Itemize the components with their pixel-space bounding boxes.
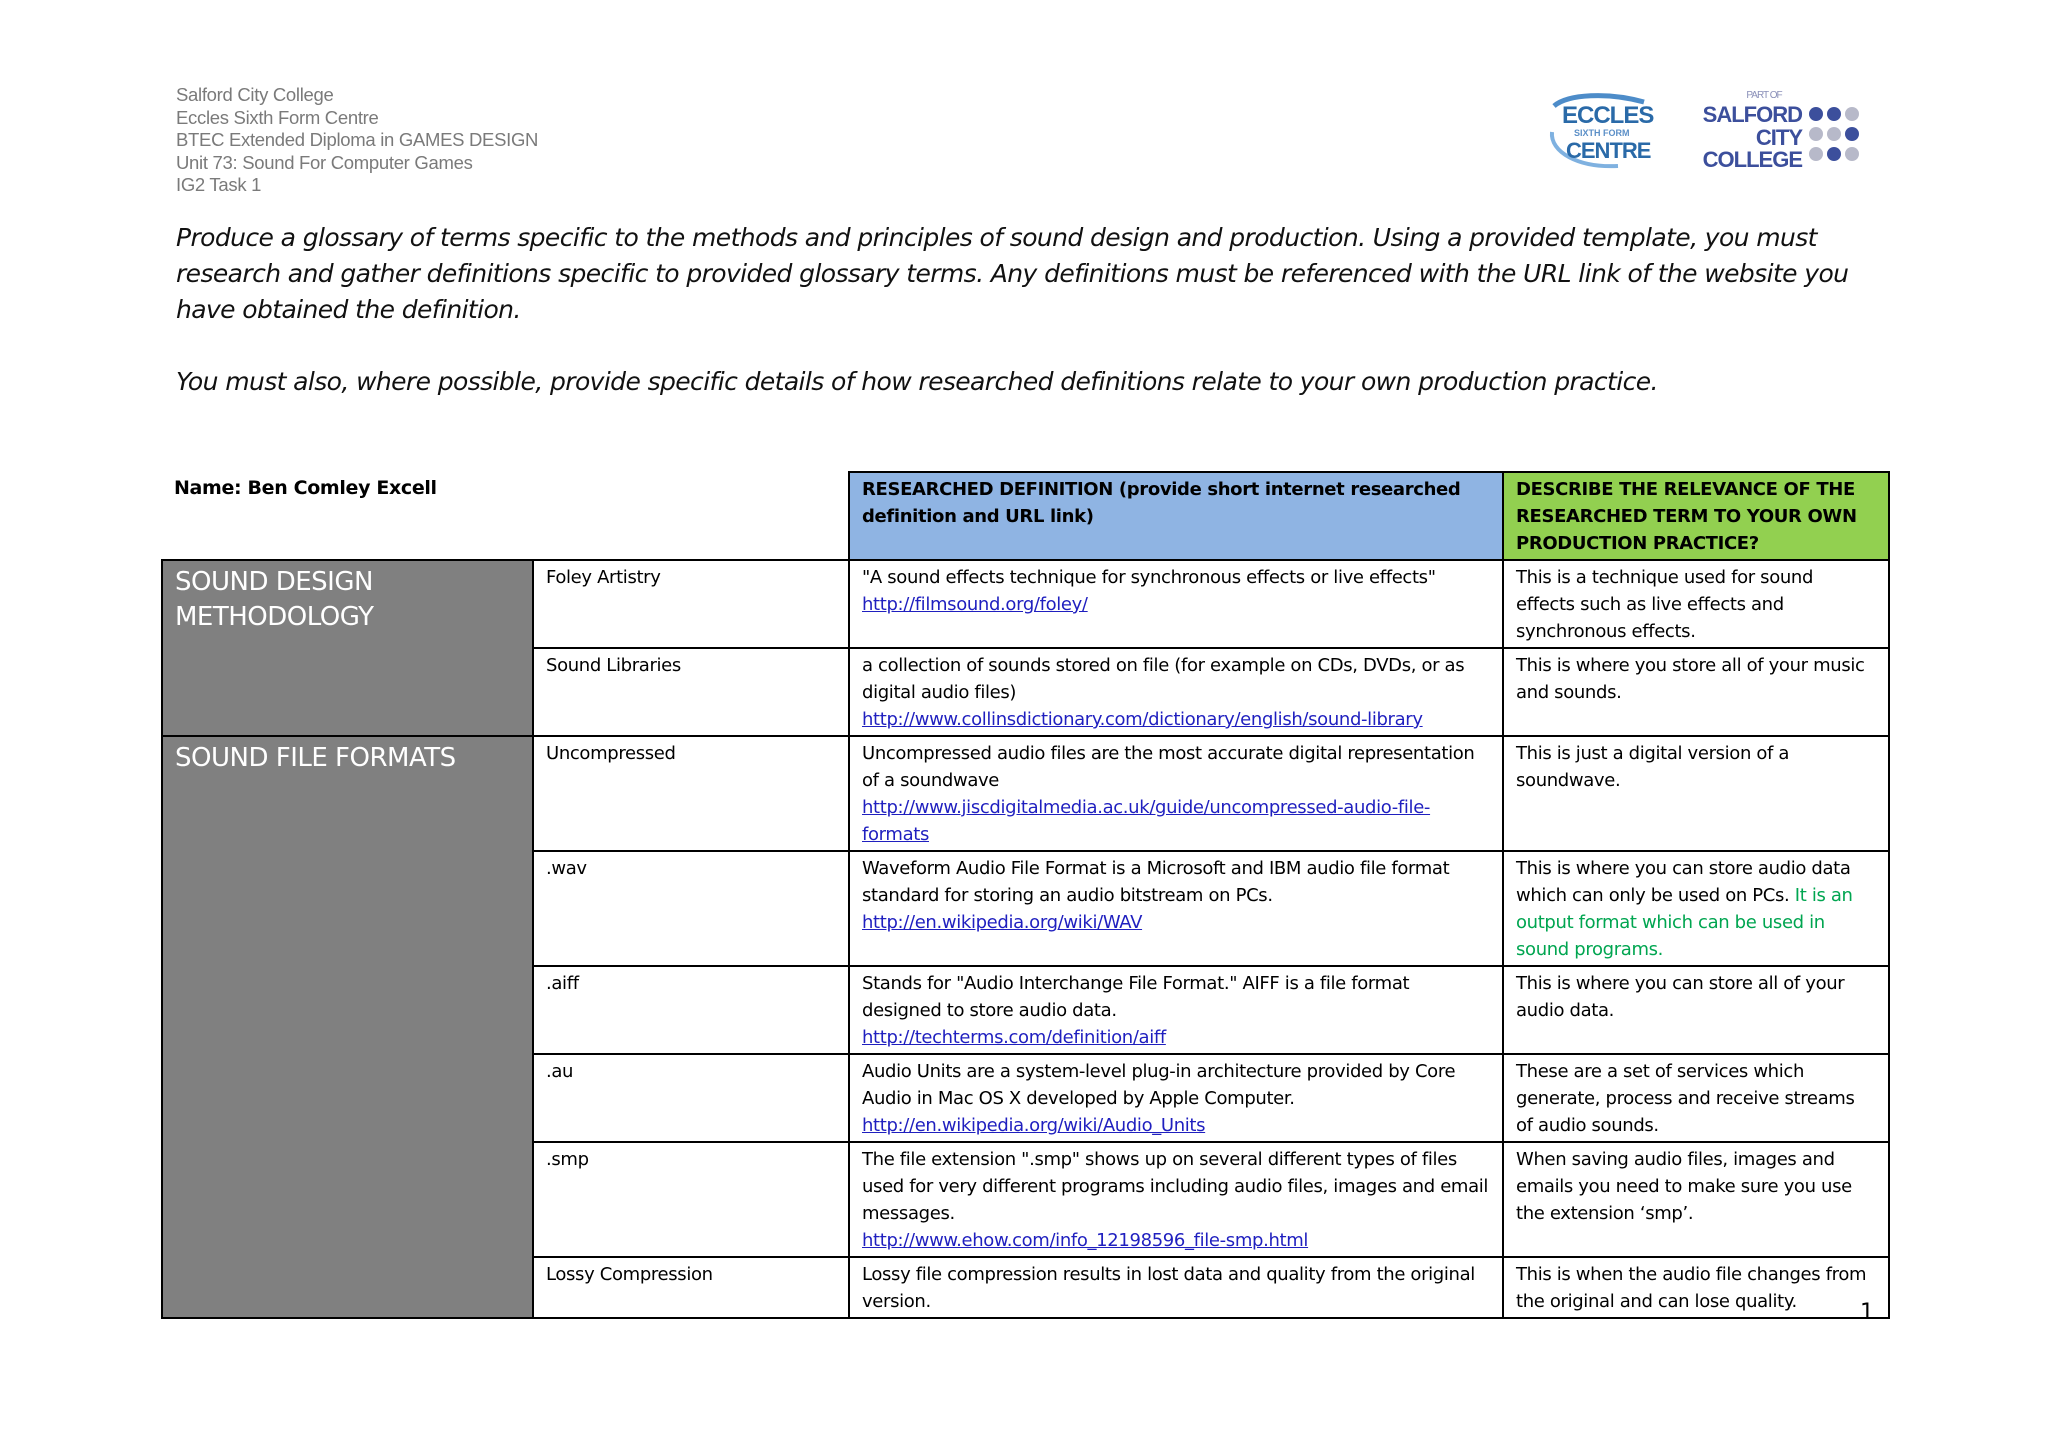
- salford-city-college-logo: PART OF SALFORD CITY COLLEGE: [1702, 88, 1868, 176]
- definition-text: The file extension ".smp" shows up on several different types of files used for very different programs including audio files, images and email messages.: [862, 1149, 1489, 1224]
- definition-cell: [849, 560, 1503, 648]
- relevance-addition-text: It is an output format which can be used in sound programs.: [1516, 885, 1853, 960]
- relevance-cell: [1503, 560, 1889, 648]
- header-line-task: IG2 Task 1: [176, 174, 262, 195]
- header-line-unit: Unit 73: Sound For Computer Games: [176, 151, 473, 173]
- relevance-text: This is a technique used for sound effects such as live effects and synchronous effects.: [1516, 567, 1814, 642]
- glossary-term: .aiff: [533, 966, 849, 1054]
- definition-text: a collection of sounds stored on file (for example on CDs, DVDs, or as digital audio files): [862, 655, 1465, 703]
- definition-url-link[interactable]: http://www.ehow.com/info_12198596_file-smp.html: [862, 1230, 1309, 1251]
- definition-url-link[interactable]: http://techterms.com/definition/aiff: [862, 1027, 1166, 1048]
- glossary-term: .au: [533, 1054, 849, 1142]
- relevance-text: This is when the audio file changes from the original and can lose quality.: [1516, 1264, 1867, 1312]
- relevance-column-header: DESCRIBE THE RELEVANCE OF THE RESEARCHED TERM TO YOUR OWN PRODUCTION PRACTICE?: [1503, 472, 1889, 560]
- relevance-text: This is just a digital version of a soundwave.: [1516, 743, 1790, 791]
- definition-cell: [849, 1054, 1503, 1142]
- definition-url-link[interactable]: http://en.wikipedia.org/wiki/Audio_Units: [862, 1115, 1206, 1136]
- relevance-text: When saving audio files, images and emails you need to make sure you use the extension ‘smp’.: [1516, 1149, 1852, 1224]
- definition-cell: [849, 648, 1503, 736]
- glossary-term: Sound Libraries: [533, 648, 849, 736]
- relevance-cell: [1503, 966, 1889, 1054]
- definition-cell: [849, 1257, 1503, 1318]
- header-line-course: BTEC Extended Diploma in GAMES DESIGN: [176, 129, 539, 150]
- table-row: [162, 560, 1889, 648]
- definition-text: Stands for "Audio Interchange File Format." AIFF is a file format designed to store audio data.: [862, 973, 1410, 1021]
- definition-url-link[interactable]: http://www.jiscdigitalmedia.ac.uk/guide/uncompressed-audio-file-formats: [862, 797, 1431, 845]
- definition-cell: [849, 966, 1503, 1054]
- definition-url-link[interactable]: http://www.collinsdictionary.com/dictionary/english/sound-library: [862, 709, 1423, 730]
- logos: [1548, 88, 1868, 176]
- definition-text: Audio Units are a system-level plug-in architecture provided by Core Audio in Mac OS X developed by Apple Computer.: [862, 1061, 1456, 1109]
- glossary-table: [161, 471, 1890, 1319]
- glossary-term: Foley Artistry: [533, 560, 849, 648]
- definition-cell: [849, 851, 1503, 966]
- definition-url-link[interactable]: http://en.wikipedia.org/wiki/WAV: [862, 912, 1143, 933]
- definition-cell: [849, 1142, 1503, 1257]
- glossary-term: Lossy Compression: [533, 1257, 849, 1318]
- header-line-centre: Eccles Sixth Form Centre: [176, 106, 379, 128]
- glossary-term: .wav: [533, 851, 849, 966]
- relevance-text: These are a set of services which generate, process and receive streams of audio sounds.: [1516, 1061, 1855, 1136]
- definition-column-header: RESEARCHED DEFINITION (provide short internet researched definition and URL link): [849, 472, 1503, 560]
- category-sound-design-methodology: SOUND DESIGN METHODOLOGY: [162, 560, 533, 736]
- name-cell: [162, 472, 849, 560]
- relevance-text: This is where you store all of your music and sounds.: [1516, 655, 1865, 703]
- table-header-row: [162, 472, 1889, 560]
- glossary-term: Uncompressed: [533, 736, 849, 851]
- relevance-cell: [1503, 736, 1889, 851]
- relevance-text: This is where you can store audio data which can only be used on PCs.: [1516, 858, 1851, 906]
- student-name: Name: Ben Comley Excell: [174, 477, 437, 499]
- page-number: 1: [1860, 1300, 1874, 1325]
- definition-cell: [849, 736, 1503, 851]
- definition-text: Lossy file compression results in lost data and quality from the original version.: [862, 1264, 1475, 1312]
- instructions-paragraph-1: Produce a glossary of terms specific to the methods and principles of sound design and production. Using a provided template, you must research and gather definitions specific to provided glossary terms. Any definitions must be referenced with the URL link of the website you have obtained the definition.: [176, 223, 1849, 324]
- document-header: [176, 84, 538, 197]
- definition-url-link[interactable]: http://filmsound.org/foley/: [862, 594, 1088, 615]
- relevance-cell: [1503, 851, 1889, 966]
- instructions-paragraph-2: You must also, where possible, provide specific details of how researched definitions relate to your own production practice.: [176, 367, 1658, 396]
- definition-text: Uncompressed audio files are the most accurate digital representation of a soundwave: [862, 743, 1475, 791]
- definition-text: "A sound effects technique for synchronous effects or live effects": [862, 567, 1436, 588]
- category-sound-file-formats: SOUND FILE FORMATS: [162, 736, 533, 1318]
- definition-text: Waveform Audio File Format is a Microsoft and IBM audio file format standard for storing an audio bitstream on PCs.: [862, 858, 1450, 906]
- eccles-centre-logo: ECCLES SIXTH FORM CENTRE: [1548, 92, 1658, 170]
- glossary-term: .smp: [533, 1142, 849, 1257]
- relevance-text: This is where you can store all of your audio data.: [1516, 973, 1845, 1021]
- relevance-cell: [1503, 648, 1889, 736]
- header-line-college: Salford City College: [176, 84, 334, 105]
- table-row: [162, 736, 1889, 851]
- relevance-cell: [1503, 1142, 1889, 1257]
- relevance-cell: [1503, 1054, 1889, 1142]
- task-instructions: [176, 220, 1896, 400]
- relevance-cell: [1503, 1257, 1889, 1318]
